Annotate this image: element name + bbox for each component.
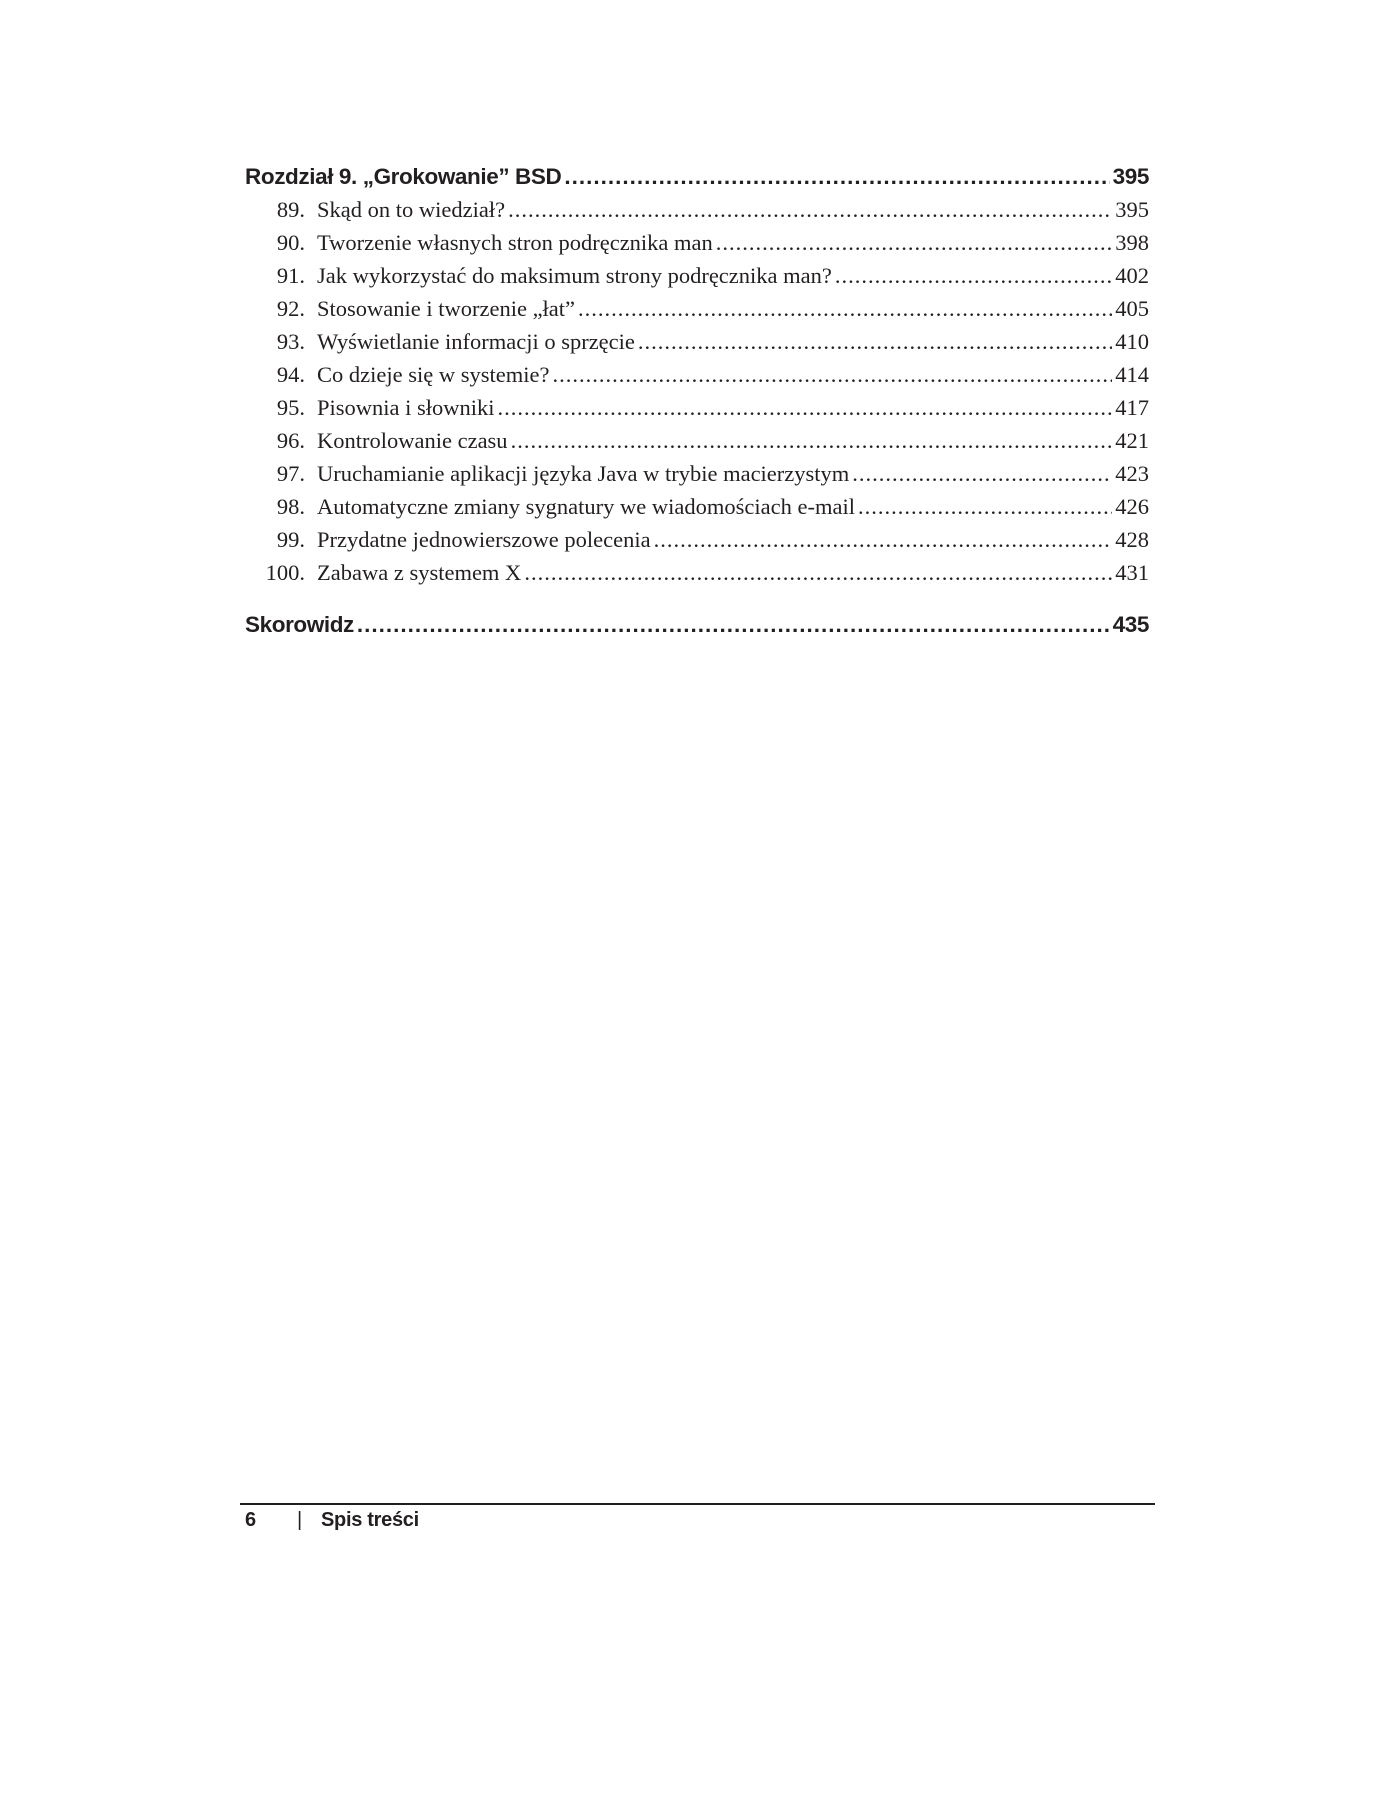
entry-title: Stosowanie i tworzenie „łat”	[317, 296, 576, 321]
entry-number: 89.	[276, 197, 305, 222]
entry-title: Jak wykorzystać do maksimum strony podręcznika man?	[317, 263, 832, 288]
chapter-page: 395	[1112, 164, 1149, 189]
entry-page: 398	[1115, 230, 1149, 255]
entry-title: Zabawa z systemem X	[317, 560, 522, 585]
toc-entry[interactable]	[245, 358, 1149, 391]
toc-entry[interactable]	[245, 424, 1149, 457]
toc-entry[interactable]	[245, 523, 1149, 556]
dot-leader	[508, 193, 1112, 226]
dot-leader	[552, 358, 1112, 391]
index-page: 435	[1112, 612, 1149, 637]
entry-title: Skąd on to wiedział?	[317, 197, 506, 222]
entry-page: 417	[1115, 395, 1149, 420]
dot-leader	[564, 160, 1109, 193]
dot-leader	[654, 523, 1113, 556]
chapter-title: Rozdział 9. „Grokowanie” BSD	[245, 164, 562, 189]
toc-entry[interactable]	[245, 292, 1149, 325]
entry-page: 423	[1115, 461, 1149, 486]
toc-index[interactable]	[245, 608, 1149, 641]
dot-leader	[524, 556, 1112, 589]
entry-page: 410	[1115, 329, 1149, 354]
toc-entry[interactable]	[245, 490, 1149, 523]
entry-page: 395	[1115, 197, 1149, 222]
entry-number: 93.	[276, 329, 305, 354]
dot-leader	[498, 391, 1113, 424]
entry-title: Wyświetlanie informacji o sprzęcie	[317, 329, 635, 354]
entry-page: 426	[1115, 494, 1149, 519]
footer-page-number: 6	[245, 1509, 256, 1531]
toc-entry[interactable]	[245, 325, 1149, 358]
toc-entry[interactable]	[245, 556, 1149, 589]
entry-number: 95.	[276, 395, 305, 420]
dot-leader	[578, 292, 1112, 325]
entry-number: 100.	[265, 560, 305, 585]
dot-leader	[357, 608, 1110, 641]
toc-entry[interactable]	[245, 457, 1149, 490]
entry-number: 91.	[276, 263, 305, 288]
footer-section-title: Spis treści	[321, 1509, 419, 1531]
dot-leader	[858, 490, 1112, 523]
toc-entry[interactable]	[245, 391, 1149, 424]
footer-separator: |	[297, 1509, 302, 1531]
table-of-contents	[245, 160, 1149, 641]
dot-leader	[511, 424, 1113, 457]
entry-number: 94.	[276, 362, 305, 387]
entry-number: 92.	[276, 296, 305, 321]
toc-entry[interactable]	[245, 259, 1149, 292]
entry-number: 96.	[276, 428, 305, 453]
entry-title: Automatyczne zmiany sygnatury we wiadomościach e-mail	[317, 494, 855, 519]
entry-page: 431	[1115, 560, 1149, 585]
toc-entry[interactable]	[245, 226, 1149, 259]
dot-leader	[716, 226, 1112, 259]
entry-title: Uruchamianie aplikacji języka Java w trybie macierzystym	[317, 461, 850, 486]
toc-chapter-9[interactable]	[245, 160, 1149, 193]
entry-title: Kontrolowanie czasu	[317, 428, 508, 453]
index-title: Skorowidz	[245, 612, 354, 637]
dot-leader	[852, 457, 1112, 490]
dot-leader	[638, 325, 1112, 358]
dot-leader	[835, 259, 1112, 292]
footer-divider	[240, 1503, 1155, 1505]
entry-page: 402	[1115, 263, 1149, 288]
entry-page: 414	[1115, 362, 1149, 387]
entry-title: Pisownia i słowniki	[317, 395, 495, 420]
entry-number: 98.	[276, 494, 305, 519]
toc-entry[interactable]	[245, 193, 1149, 226]
entry-page: 421	[1115, 428, 1149, 453]
entry-number: 99.	[276, 527, 305, 552]
entry-number: 90.	[276, 230, 305, 255]
entry-title: Tworzenie własnych stron podręcznika man	[317, 230, 713, 255]
entry-page: 405	[1115, 296, 1149, 321]
entry-title: Co dzieje się w systemie?	[317, 362, 550, 387]
entry-title: Przydatne jednowierszowe polecenia	[317, 527, 651, 552]
page-footer	[245, 1509, 419, 1532]
entry-number: 97.	[276, 461, 305, 486]
entry-page: 428	[1115, 527, 1149, 552]
